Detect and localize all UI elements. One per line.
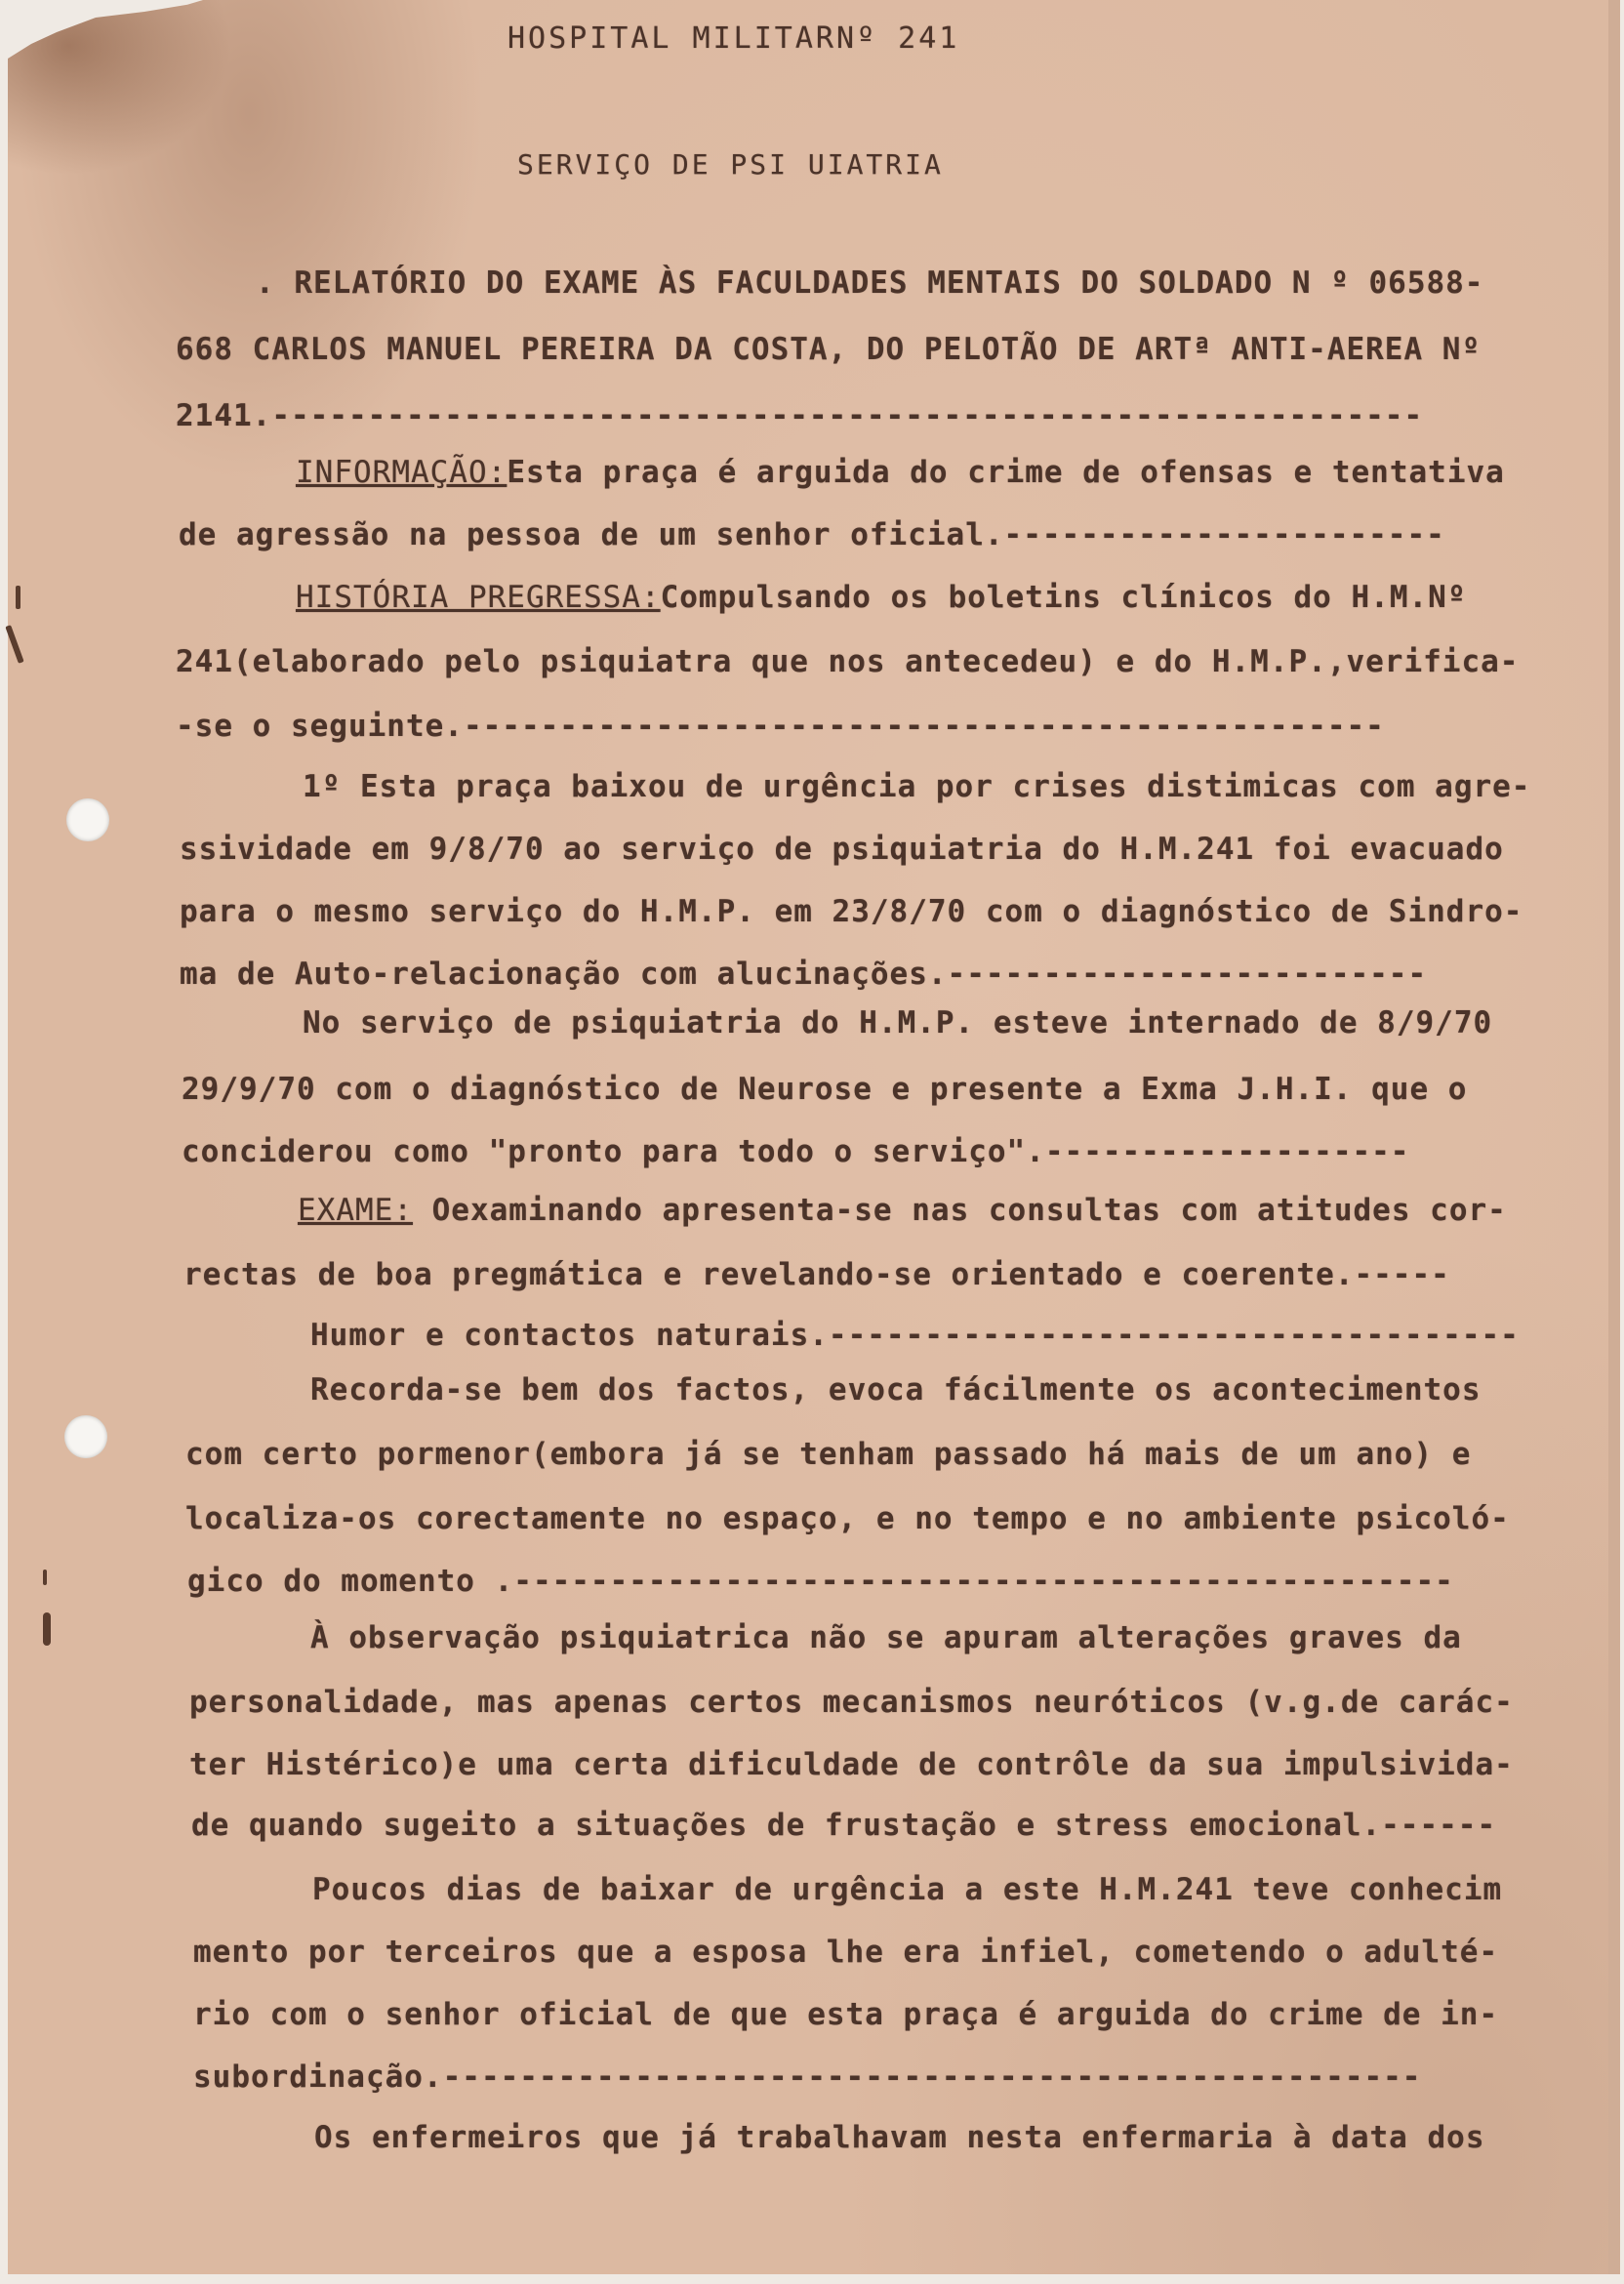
info-line: Esta praça é arguida do crime de ofensas e tentativa (507, 455, 1505, 490)
intro-line: 668 CARLOS MANUEL PEREIRA DA COSTA, DO PELOTÃO DE ARTª ANTI-AEREA Nº (176, 332, 1482, 367)
paragraph-line: Recorda-se bem dos factos, evoca fácilmente os acontecimentos (310, 1372, 1482, 1407)
paragraph-line: Poucos dias de baixar de urgência a este H.M.241 teve conhecim (312, 1872, 1503, 1907)
exame-paragraph (298, 1193, 1507, 1228)
paragraph-line: ssividade em 9/8/70 ao serviço de psiquiatria do H.M.241 foi evacuado (180, 832, 1504, 867)
intro-line: . RELATÓRIO DO EXAME ÀS FACULDADES MENTAIS DO SOLDADO N º 06588- (256, 265, 1484, 301)
historia-line: -se o seguinte.------------------------------------------------ (176, 709, 1385, 744)
section-label-exame: EXAME: (298, 1193, 413, 1228)
paragraph-line: gico do momento .------------------------------------------------- (187, 1564, 1454, 1599)
paragraph-line: de quando sugeito a situações de frustação e stress emocional.------ (191, 1808, 1497, 1843)
exame-line: rectas de boa pregmática e revelando-se orientado e coerente.----- (183, 1257, 1450, 1292)
section-label-historia: HISTÓRIA PREGRESSA: (296, 580, 661, 615)
paragraph-line: Os enfermeiros que já trabalhavam nesta enfermaria à data dos (314, 2120, 1485, 2155)
paragraph-line: subordinação.--------------------------------------------------- (193, 2060, 1422, 2095)
paragraph-line: À observação psiquiatrica não se apuram alterações graves da (310, 1620, 1462, 1655)
section-label-informacao: INFORMAÇÃO: (296, 455, 508, 490)
intro-line: 2141.------------------------------------------------------------ (176, 398, 1424, 433)
paragraph-line: mento por terceiros que a esposa lhe era infiel, cometendo o adulté- (193, 1935, 1499, 1970)
service-header: SERVIÇO DE PSI UIATRIA (517, 148, 944, 181)
paragraph-line: rio com o senhor oficial de que esta praça é arguida do crime de in- (193, 1997, 1499, 2032)
info-paragraph (296, 455, 1505, 490)
paragraph-line: localiza-os corectamente no espaço, e no tempo e no ambiente psicoló- (185, 1501, 1510, 1536)
info-line: de agressão na pessoa de um senhor oficial.----------------------- (179, 517, 1445, 552)
paragraph-line: No serviço de psiquiatria do H.M.P. esteve internado de 8/9/70 (303, 1005, 1493, 1040)
hospital-header: HOSPITAL MILITARNº 241 (508, 21, 960, 56)
historia-paragraph (296, 580, 1466, 615)
exame-line: Humor e contactos naturais.------------------------------------ (310, 1318, 1520, 1353)
paragraph-line: personalidade, mas apenas certos mecanismos neuróticos (v.g.de carác- (189, 1685, 1514, 1720)
paragraph-line: para o mesmo serviço do H.M.P. em 23/8/70 com o diagnóstico de Sindro- (180, 894, 1523, 929)
paragraph-line: 29/9/70 com o diagnóstico de Neurose e presente a Exma J.H.I. que o (182, 1072, 1468, 1107)
historia-line: 241(elaborado pelo psiquiatra que nos antecedeu) e do H.M.P.,verifica- (176, 644, 1520, 679)
paragraph-line: conciderou como "pronto para todo o serviço".------------------- (182, 1134, 1410, 1169)
paragraph-line: 1º Esta praça baixou de urgência por crises distimicas com agre- (303, 769, 1531, 804)
paragraph-line: com certo pormenor(embora já se tenham passado há mais de um ano) e (185, 1437, 1472, 1472)
historia-line: Compulsando os boletins clínicos do H.M.Nº (660, 580, 1467, 615)
exame-line: Oexaminando apresenta-se nas consultas com atitudes cor- (412, 1193, 1507, 1228)
paragraph-line: ter Histérico)e uma certa dificuldade de contrôle da sua impulsivida- (189, 1747, 1514, 1782)
paragraph-line: ma de Auto-relacionação com alucinações.------------------------- (180, 957, 1428, 992)
